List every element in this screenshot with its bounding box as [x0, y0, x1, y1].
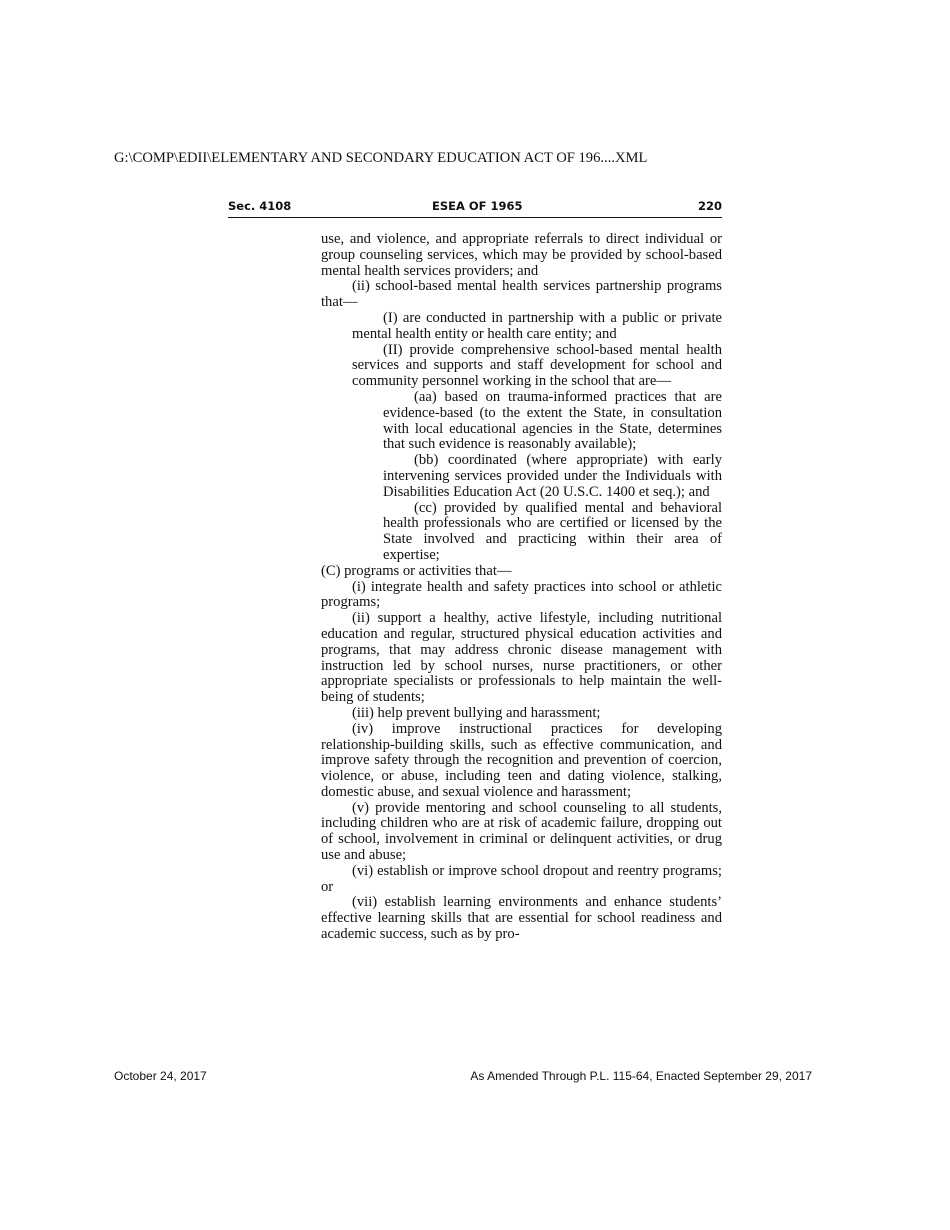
- running-head: [228, 199, 722, 218]
- paragraph: (iii) help prevent bullying and harassment;: [352, 704, 601, 721]
- paragraph: (ii) school-based mental health services partnership programs that—: [321, 278, 722, 311]
- file-path: G:\COMP\EDII\ELEMENTARY AND SECONDARY EDUCATION ACT OF 196....XML: [114, 150, 648, 166]
- paragraph: (cc) provided by qualified mental and behavioral health professionals who are certified or licensed by the State involved and practicing within their area of expertise;: [383, 499, 722, 563]
- paragraph: (vii) establish learning environments and enhance students’ effective learning skills that are essential for school readiness and academic success, such as by pro-: [321, 894, 722, 943]
- paragraph: (i) integrate health and safety practices into school or athletic programs;: [321, 578, 722, 611]
- paragraph: (vi) establish or improve school dropout and reentry programs; or: [321, 862, 722, 895]
- section-number: Sec. 4108: [228, 199, 292, 213]
- paragraph: (C) programs or activities that—: [321, 562, 512, 579]
- paragraph: (aa) based on trauma-informed practices that are evidence-based (to the extent the State, in consultation with local educational agencies in the State, determines that such evidence is reasonably available);: [383, 388, 722, 453]
- footer-amended-note: As Amended Through P.L. 115-64, Enacted September 29, 2017: [470, 1069, 812, 1083]
- paragraph: (bb) coordinated (where appropriate) with early intervening services provided under the Individuals with Disabilities Education Act (20 U.S.C. 1400 et seq.); and: [383, 452, 722, 500]
- paragraph: (v) provide mentoring and school counseling to all students, including children who are at risk of academic failure, dropping out of school, involvement in criminal or delinquent activities, or drug use and abuse;: [321, 799, 722, 864]
- act-title: ESEA OF 1965: [432, 199, 523, 213]
- page-number: 220: [697, 199, 722, 213]
- statute-text: [321, 232, 722, 943]
- paragraph: (iv) improve instructional practices for developing relationship-building skills, such as effective communication, and improve safety through the recognition and prevention of coercion, violence, or abuse, including teen and dating violence, stalking, domestic abuse, and sexual violence and harassment;: [321, 720, 722, 800]
- paragraph: (ii) support a healthy, active lifestyle, including nutritional education and regular, structured physical education activities and programs, that may address chronic disease management with instruction led by school nurses, nurse practitioners, or other appropriate specialists or professionals to help maintain the well-being of students;: [321, 610, 722, 706]
- paragraph: (I) are conducted in partnership with a public or private mental health entity or health care entity; and: [352, 309, 722, 342]
- paragraph: use, and violence, and appropriate referrals to direct individual or group counseling services, which may be provided by school-based mental health services providers; and: [321, 231, 722, 279]
- footer-date: October 24, 2017: [114, 1069, 207, 1083]
- paragraph: (II) provide comprehensive school-based mental health services and supports and staff development for school and community personnel working in the school that are—: [352, 341, 722, 390]
